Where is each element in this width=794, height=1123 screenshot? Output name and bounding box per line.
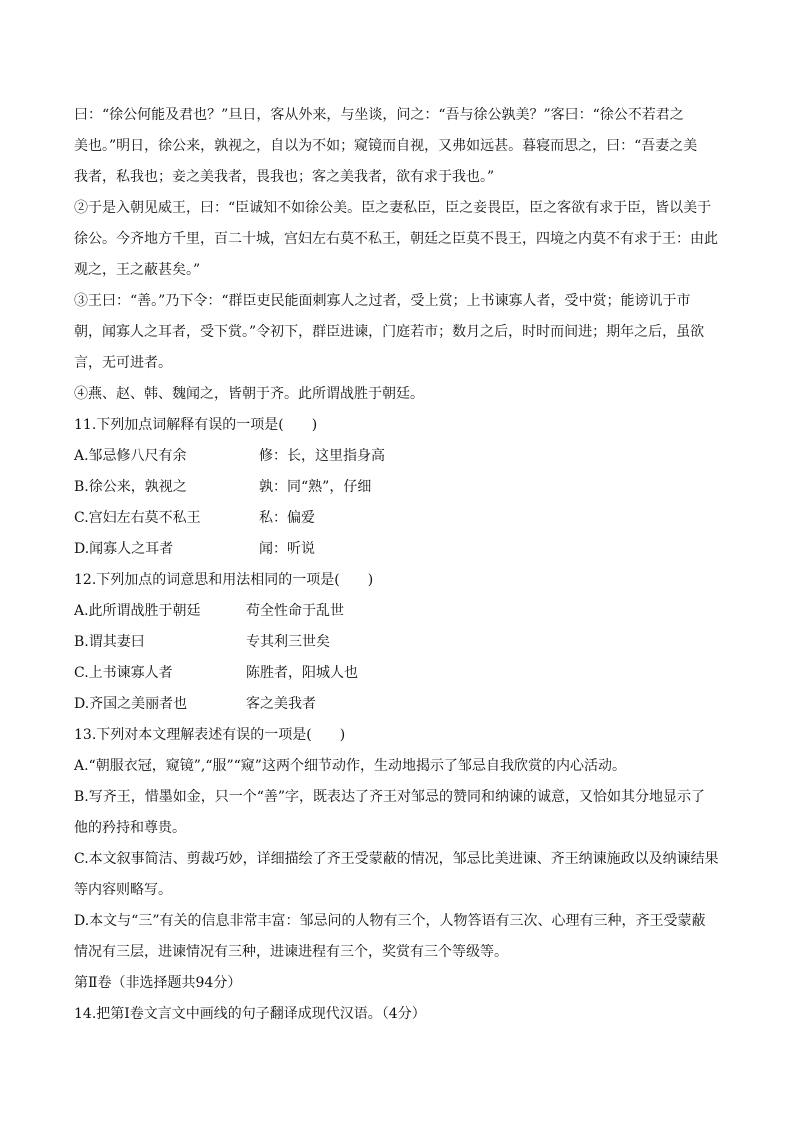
text-line: 情况有三层，进谏情况有三种，进谏进程有三个，奖赏有三个等级等。 [74, 944, 508, 960]
passage-paragraph-2 [74, 193, 724, 286]
option-compare: 苟全性命于乱世 [246, 603, 344, 619]
option-explanation: 私：偏爱 [259, 510, 315, 526]
text-line: 观之，王之蔽甚矣。” [74, 262, 201, 278]
option-text: C.上书谏寡人者 [74, 665, 173, 681]
text-line: 言，无可进者。 [74, 355, 172, 371]
passage-paragraph-4: ④燕、赵、韩、魏闻之，皆朝于齐。此所谓战胜于朝廷。 [74, 386, 424, 402]
text-line: B.写齐王，惜墨如金，只一个“善”字，既表达了齐王对邹忌的赞同和纳谏的诚意，又恰如其分地显示了 [74, 789, 706, 805]
q11-option-d [74, 534, 724, 565]
option-text: A.邹忌修八尺有余 [74, 448, 187, 464]
question-11-stem: 11.下列加点词解释有误的一项是( ) [74, 417, 318, 433]
section-2-heading: 第Ⅱ卷（非选择题共94分） [74, 975, 242, 991]
q11-option-c [74, 503, 724, 534]
text-line: 曰：“徐公何能及君也？”旦日，客从外来，与坐谈，问之：“吾与徐公孰美？”客曰：“徐公不若君之 [74, 107, 684, 123]
passage-paragraph-1 [74, 100, 724, 193]
text-line: 他的矜持和尊贵。 [74, 820, 186, 836]
option-text: B.徐公来，孰视之 [74, 479, 187, 495]
q13-option-a: A.“朝服衣冠，窥镜”,“服”“窥”这两个细节动作，生动地揭示了邹忌自我欣赏的内心活动。 [74, 758, 626, 774]
q11-option-b [74, 472, 724, 503]
q12-option-b [74, 627, 724, 658]
text-line: 我者，私我也；妾之美我者，畏我也；客之美我者，欲有求于我也。” [74, 169, 495, 185]
option-compare: 客之美我者 [246, 696, 316, 712]
option-compare: 专其利三世矣 [246, 634, 330, 650]
text-line: 徐公。今齐地方千里，百二十城，宫妇左右莫不私王，朝廷之臣莫不畏王，四境之内莫不有求于王：由此 [74, 231, 718, 247]
q13-option-b [74, 782, 724, 844]
q12-option-c [74, 658, 724, 689]
text-line: C.本文叙事简洁、剪裁巧妙，详细描绘了齐王受蒙蔽的情况，邹忌比美进谏、齐王纳谏施政以及纳谏结果 [74, 851, 719, 867]
q13-option-c [74, 844, 724, 906]
option-text: C.宫妇左右莫不私王 [74, 510, 201, 526]
text-line: 美也。”明日，徐公来，孰视之，自以为不如；窥镜而自视，又弗如远甚。暮寝而思之，曰：“吾妻之美 [74, 138, 698, 154]
option-text: B.谓其妻曰 [74, 634, 145, 650]
question-12-stem: 12.下列加点的词意思和用法相同的一项是( ) [74, 572, 374, 588]
question-14-stem: 14.把第Ⅰ卷文言文中画线的句子翻译成现代汉语。（4分） [74, 1006, 426, 1022]
option-text: D.闻寡人之耳者 [74, 541, 174, 557]
q13-option-d [74, 906, 724, 968]
question-13-stem: 13.下列对本文理解表述有误的一项是( ) [74, 727, 346, 743]
option-text: A.此所谓战胜于朝廷 [74, 603, 201, 619]
passage-paragraph-3 [74, 286, 724, 379]
text-line: ③王曰：“善。”乃下令：“群臣吏民能面刺寡人之过者，受上赏；上书谏寡人者，受中赏；能谤讥于市 [74, 293, 691, 309]
text-line: 朝，闻寡人之耳者，受下赏。”令初下，群臣进谏，门庭若市；数月之后，时时而间进；期年之后，虽欲 [74, 324, 705, 340]
option-explanation: 孰：同“熟”，仔细 [259, 479, 372, 495]
q12-option-d [74, 689, 724, 720]
option-compare: 陈胜者，阳城人也 [246, 665, 358, 681]
text-line: 等内容则略写。 [74, 882, 172, 898]
option-text: D.齐国之美丽者也 [74, 696, 188, 712]
text-line: ②于是入朝见威王，曰：“臣诚知不如徐公美。臣之妻私臣，臣之妾畏臣，臣之客欲有求于臣，皆以美于 [74, 200, 712, 216]
text-line: D.本文与“三”有关的信息非常丰富：邹忌问的人物有三个，人物答语有三次、心理有三种，齐王受蒙蔽 [74, 913, 706, 929]
q11-option-a [74, 441, 724, 472]
option-explanation: 修：长，这里指身高 [259, 448, 385, 464]
q12-option-a [74, 596, 724, 627]
option-explanation: 闻：听说 [259, 541, 315, 557]
